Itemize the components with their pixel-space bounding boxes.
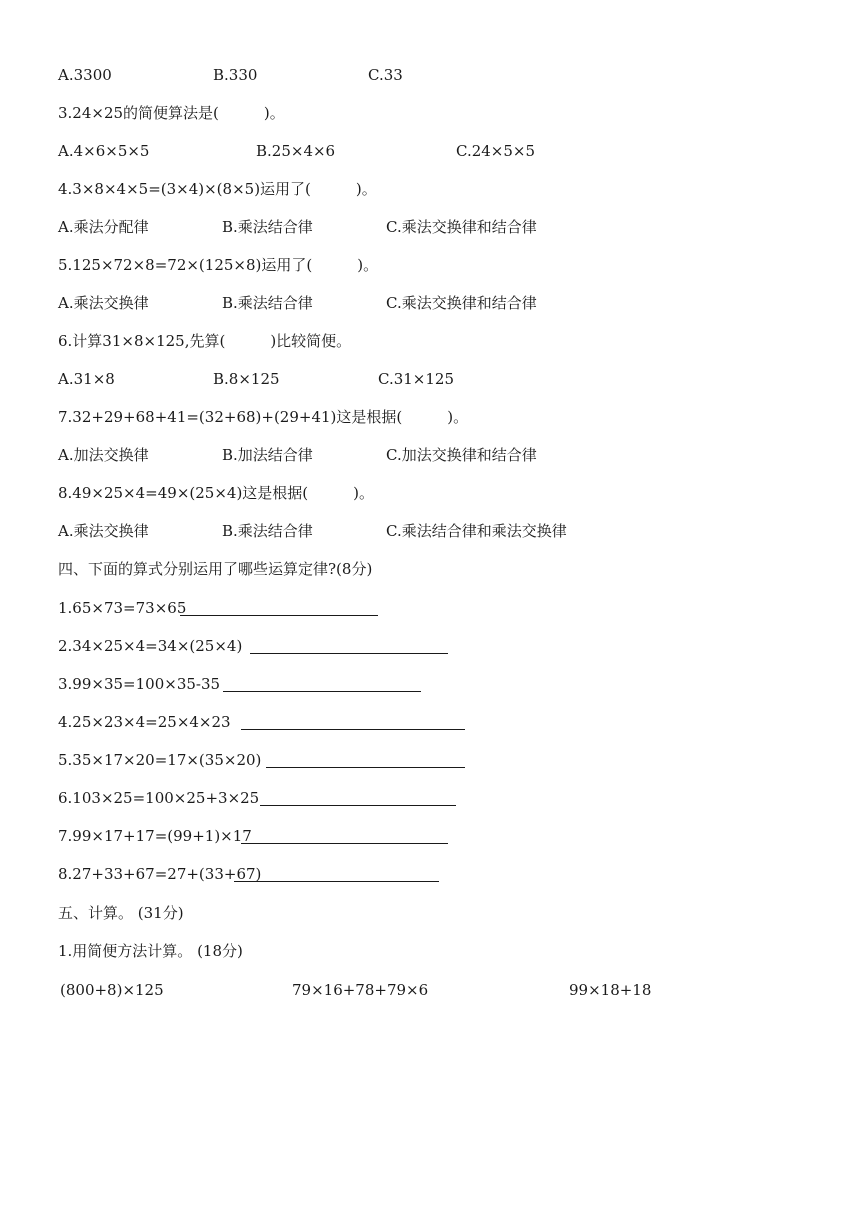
section4-item-7: 7.99×17+17=(99+1)×17 — [58, 827, 252, 845]
answer-blank-6[interactable] — [260, 805, 456, 806]
q6-option-b[interactable]: B.8×125 — [213, 370, 280, 388]
q4-option-c[interactable]: C.乘法交换律和结合律 — [386, 218, 537, 236]
section4-title: 四、下面的算式分别运用了哪些运算定律?(8分) — [58, 560, 373, 578]
q6-option-c[interactable]: C.31×125 — [378, 370, 454, 388]
q2-option-b[interactable]: B.330 — [213, 66, 258, 84]
q3-option-b[interactable]: B.25×4×6 — [256, 142, 336, 160]
q4-stem: 4.3×8×4×5=(3×4)×(8×5)运用了( )。 — [58, 180, 377, 198]
q4-option-a[interactable]: A.乘法分配律 — [58, 218, 149, 236]
q8-option-a[interactable]: A.乘法交换律 — [58, 522, 149, 540]
q8-option-b[interactable]: B.乘法结合律 — [222, 522, 313, 540]
q4-option-b[interactable]: B.乘法结合律 — [222, 218, 313, 236]
q2-option-c[interactable]: C.33 — [368, 66, 403, 84]
q7-option-b[interactable]: B.加法结合律 — [222, 446, 313, 464]
answer-blank-2[interactable] — [250, 653, 448, 654]
q6-stem: 6.计算31×8×125,先算( )比较简便。 — [58, 332, 352, 350]
calc-expr-1: (800+8)×125 — [60, 981, 164, 999]
section5-sub1: 1.用简便方法计算。 (18分) — [58, 942, 243, 960]
q3-option-c[interactable]: C.24×5×5 — [456, 142, 536, 160]
calc-expr-2: 79×16+78+79×6 — [292, 981, 429, 999]
section4-item-6: 6.103×25=100×25+3×25 — [58, 789, 260, 807]
q5-stem: 5.125×72×8=72×(125×8)运用了( )。 — [58, 256, 379, 274]
answer-blank-8[interactable] — [234, 881, 439, 882]
answer-blank-4[interactable] — [241, 729, 465, 730]
q7-option-c[interactable]: C.加法交换律和结合律 — [386, 446, 537, 464]
q7-option-a[interactable]: A.加法交换律 — [58, 446, 149, 464]
answer-blank-3[interactable] — [223, 691, 421, 692]
section4-item-3: 3.99×35=100×35-35 — [58, 675, 221, 693]
q8-option-c[interactable]: C.乘法结合律和乘法交换律 — [386, 522, 567, 540]
section4-item-5: 5.35×17×20=17×(35×20) — [58, 751, 262, 769]
section4-item-2: 2.34×25×4=34×(25×4) — [58, 637, 243, 655]
q2-option-a[interactable]: A.3300 — [58, 66, 112, 84]
q5-option-c[interactable]: C.乘法交换律和结合律 — [386, 294, 537, 312]
answer-blank-1[interactable] — [180, 615, 378, 616]
q7-stem: 7.32+29+68+41=(32+68)+(29+41)这是根据( )。 — [58, 408, 469, 426]
answer-blank-5[interactable] — [266, 767, 465, 768]
q8-stem: 8.49×25×4=49×(25×4)这是根据( )。 — [58, 484, 374, 502]
q5-option-a[interactable]: A.乘法交换律 — [58, 294, 149, 312]
answer-blank-7[interactable] — [241, 843, 448, 844]
section5-title: 五、计算。 (31分) — [58, 904, 184, 922]
q5-option-b[interactable]: B.乘法结合律 — [222, 294, 313, 312]
calc-expr-3: 99×18+18 — [569, 981, 652, 999]
section4-item-8: 8.27+33+67=27+(33+67) — [58, 865, 262, 883]
section4-item-4: 4.25×23×4=25×4×23 — [58, 713, 231, 731]
section4-item-1: 1.65×73=73×65 — [58, 599, 187, 617]
q3-option-a[interactable]: A.4×6×5×5 — [58, 142, 150, 160]
q6-option-a[interactable]: A.31×8 — [58, 370, 115, 388]
q3-stem: 3.24×25的简便算法是( )。 — [58, 104, 285, 122]
